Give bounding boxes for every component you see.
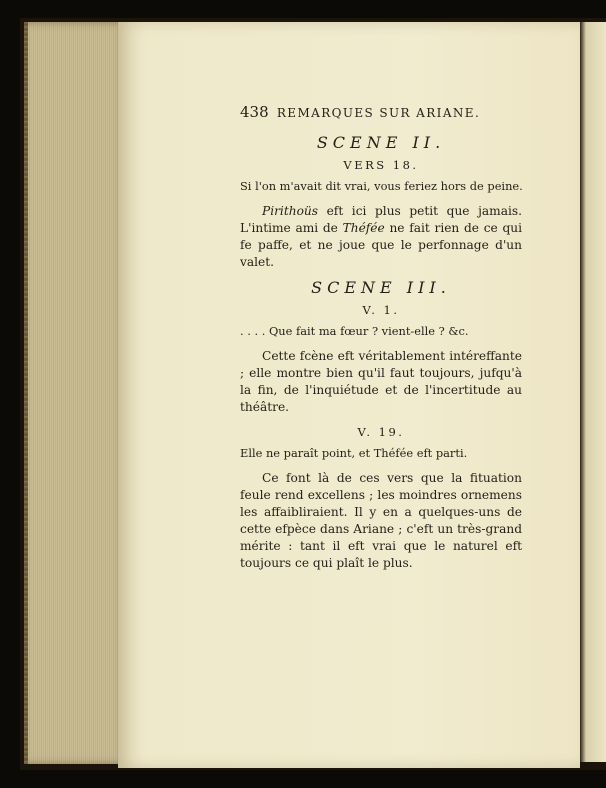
vers-reference: V. 1. (362, 303, 400, 317)
facing-page-edge (580, 22, 606, 762)
scene-title: SCENE II. (316, 133, 446, 152)
quoted-verse: Elle ne paraît point, et Théfée eft parti. (240, 446, 468, 460)
commentary-paragraph (240, 203, 522, 271)
scene-title: SCENE III. (311, 278, 451, 297)
commentary-paragraph: Ce font là de ces vers que la fituation feule rend excellens ; les moindres ornemens les affaibliraient. Il y en a quelques-uns de cette efpèce dans Ariane ; c'eft un très-grand mérite : tant il eft vrai que le naturel eft toujours ce qui plaît le plus. (240, 471, 522, 570)
commentary-text: eft ici plus petit que jamais. L'intime ami de (240, 204, 522, 235)
commentary-paragraph: Cette fcène eft véritablement intéreffante ; elle montre bien qu'il faut toujours, jufqu'à la fin, de l'inquiétude et de l'incertitude au théâtre. (240, 349, 522, 414)
page-content (240, 104, 522, 580)
quoted-verse: . . . . Que fait ma fœur ? vient-elle ? &c. (240, 324, 469, 338)
quoted-verse: Si l'on m'avait dit vrai, vous feriez hors de peine. (240, 179, 523, 193)
page-edges (28, 22, 128, 764)
vers-reference: VERS 18. (343, 158, 419, 172)
vers-reference: V. 19. (357, 425, 405, 439)
commentary-text: ne fait rien de ce qui fe paffe, et ne joue que le perfonnage d'un valet. (240, 221, 522, 269)
italic-name: Théfée (342, 221, 385, 235)
italic-name: Pirithoüs (262, 204, 319, 218)
page-number: 438 (240, 103, 269, 121)
running-title: REMARQUES SUR ARIANE. (276, 106, 481, 120)
running-head (240, 104, 522, 122)
